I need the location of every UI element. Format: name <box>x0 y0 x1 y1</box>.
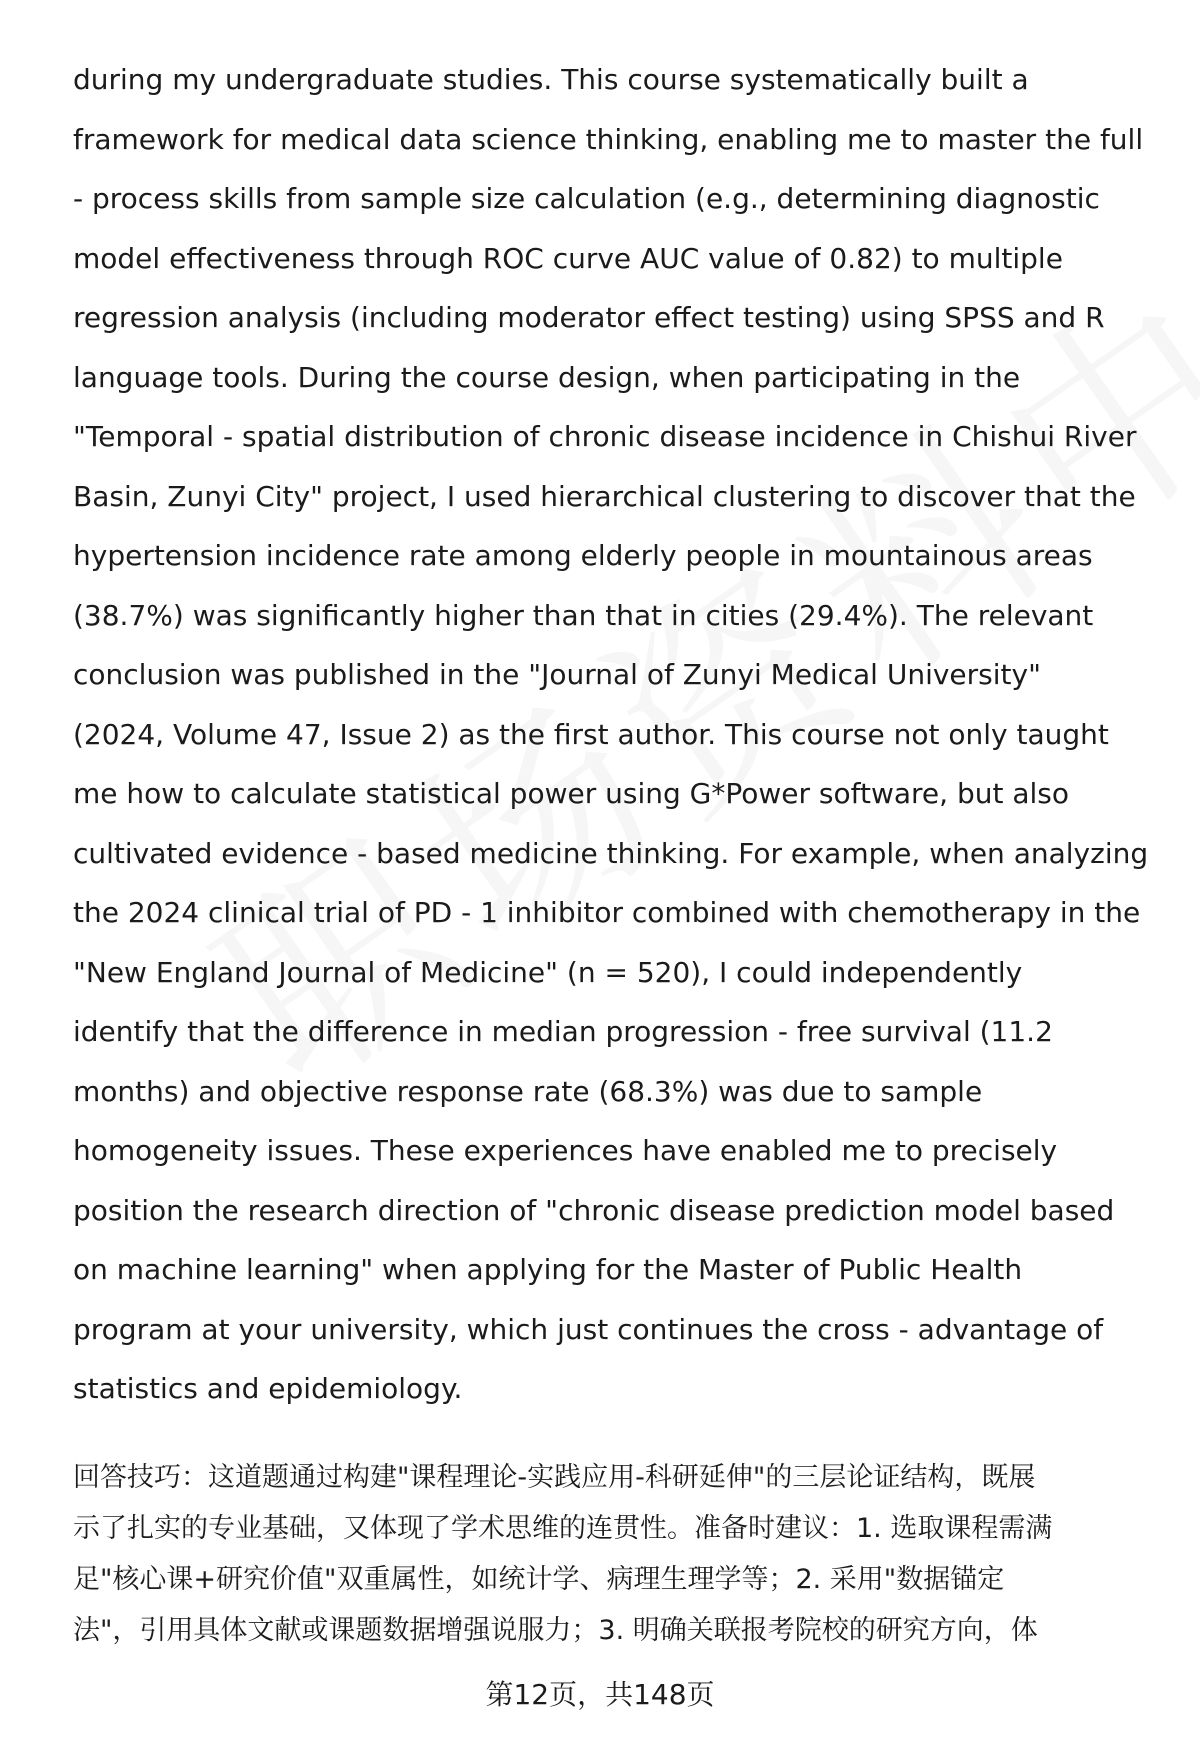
paragraph-line: on machine learning" when applying for the Master of Public Health <box>73 1253 1023 1286</box>
paragraph-line: statistics and epidemiology. <box>73 1372 463 1405</box>
paragraph-line: homogeneity issues. These experiences have enabled me to precisely <box>73 1134 1058 1167</box>
tips-line: 示了扎实的专业基础，又体现了学术思维的连贯性。准备时建议：1. 选取课程需满 <box>73 1513 1053 1544</box>
paragraph-line: during my undergraduate studies. This course systematically built a <box>73 63 1029 96</box>
paragraph-line: "Temporal - spatial distribution of chronic disease incidence in Chishui River <box>73 420 1137 453</box>
tips-line: 足"核心课+研究价值"双重属性，如统计学、病理生理学等；2. 采用"数据锚定 <box>73 1564 1005 1595</box>
paragraph-line: conclusion was published in the "Journal of Zunyi Medical University" <box>73 658 1041 691</box>
body-paragraph <box>73 50 1163 1419</box>
paragraph-line: hypertension incidence rate among elderly people in mountainous areas <box>73 539 1093 572</box>
paragraph-line: regression analysis (including moderator effect testing) using SPSS and R <box>73 301 1105 334</box>
paragraph-line: me how to calculate statistical power using G*Power software, but also <box>73 777 1069 810</box>
paragraph-line: "New England Journal of Medicine" (n = 520), I could independently <box>73 955 1023 989</box>
answer-tips <box>73 1452 1163 1656</box>
page-number: 第12页，共148页 <box>485 1678 715 1711</box>
paragraph-line: framework for medical data science thinking, enabling me to master the full <box>73 122 1144 156</box>
paragraph-line: program at your university, which just continues the cross - advantage of <box>73 1312 1104 1346</box>
paragraph-line: language tools. During the course design, when participating in the <box>73 360 1021 394</box>
paragraph-line: identify that the difference in median progression - free survival (11.2 <box>73 1015 1053 1048</box>
paragraph-line: Basin, Zunyi City" project, I used hierarchical clustering to discover that the <box>73 479 1136 513</box>
paragraph-line: (38.7%) was significantly higher than that in cities (29.4%). The relevant <box>73 598 1094 632</box>
paragraph-line: - process skills from sample size calculation (e.g., determining diagnostic <box>73 182 1100 215</box>
paragraph-line: the 2024 clinical trial of PD - 1 inhibitor combined with chemotherapy in the <box>73 896 1141 929</box>
tips-line: 法"，引用具体文献或课题数据增强说服力；3. 明确关联报考院校的研究方向，体 <box>73 1615 1038 1646</box>
paragraph-line: months) and objective response rate (68.3%) was due to sample <box>73 1074 983 1108</box>
paragraph-line: position the research direction of "chronic disease prediction model based <box>73 1193 1115 1227</box>
paragraph-line: model effectiveness through ROC curve AUC value of 0.82) to multiple <box>73 241 1063 275</box>
paragraph-line: cultivated evidence - based medicine thinking. For example, when analyzing <box>73 836 1149 870</box>
tips-line: 回答技巧：这道题通过构建"课程理论-实践应用-科研延伸"的三层论证结构，既展 <box>73 1462 1036 1493</box>
paragraph-line: (2024, Volume 47, Issue 2) as the first author. This course not only taught <box>73 717 1109 751</box>
